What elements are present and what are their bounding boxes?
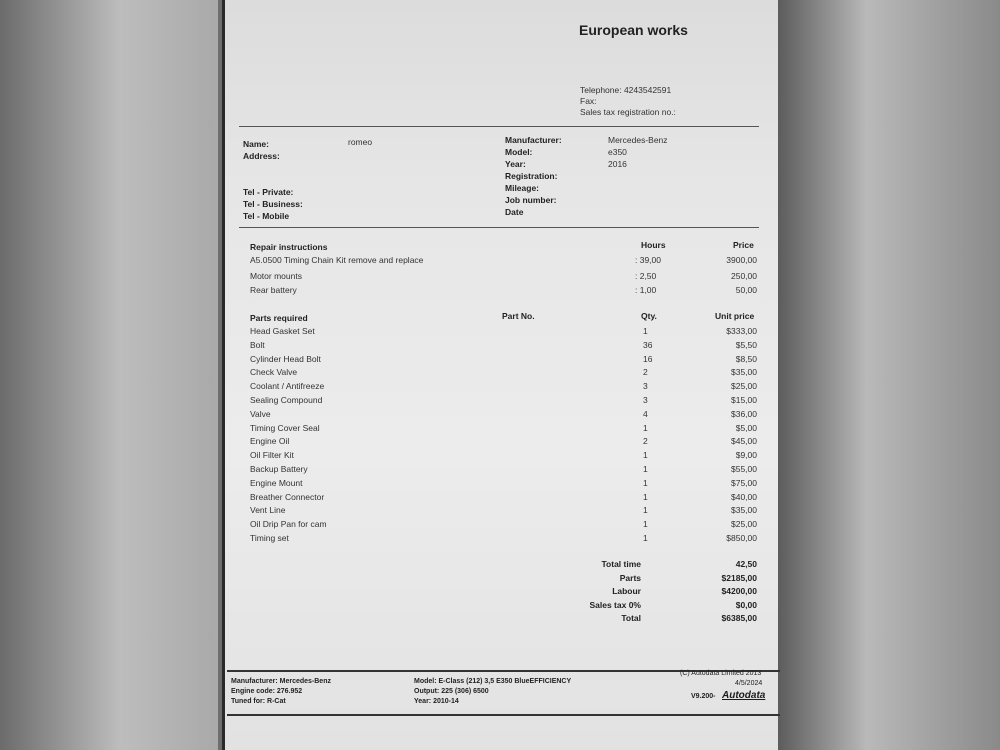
divider bbox=[239, 227, 759, 228]
tel-private-label: Tel - Private: bbox=[243, 187, 294, 197]
model-value: e350 bbox=[608, 147, 627, 157]
repair-item-price: 250,00 bbox=[731, 271, 757, 281]
autodata-logo: Autodata bbox=[722, 690, 766, 701]
model-label: Model: bbox=[505, 147, 533, 157]
repair-item-desc: A5.0500 Timing Chain Kit remove and replace bbox=[250, 255, 424, 265]
footer-manufacturer: Manufacturer: Mercedes-Benz bbox=[231, 678, 331, 685]
part-item-unit-price: $55,00 bbox=[731, 464, 757, 474]
part-item-unit-price: $25,00 bbox=[731, 381, 757, 392]
repair-item-price: 50,00 bbox=[735, 285, 757, 295]
address-label: Address: bbox=[243, 151, 280, 161]
name-value: romeo bbox=[348, 137, 373, 147]
parts-required-title: Parts required bbox=[250, 313, 308, 323]
date-label: Date bbox=[505, 207, 524, 217]
telephone: Telephone: 4243542591 bbox=[580, 85, 672, 95]
part-item-qty: 1 bbox=[643, 477, 648, 488]
invoice-document bbox=[222, 0, 778, 750]
repair-instructions-title: Repair instructions bbox=[250, 242, 328, 252]
total-value: 42,50 bbox=[735, 559, 757, 569]
part-item-unit-price: $850,00 bbox=[726, 533, 757, 543]
part-item-unit-price: $9,00 bbox=[735, 450, 757, 461]
footer-engine-code: Engine code: 276.952 bbox=[231, 688, 303, 695]
part-item-name: Timing Cover Seal bbox=[250, 422, 320, 433]
part-item-unit-price: $40,00 bbox=[731, 491, 757, 502]
total-label: Sales tax 0% bbox=[589, 599, 641, 610]
footer-year: Year: 2010-14 bbox=[414, 698, 459, 705]
part-item-unit-price: $8,50 bbox=[735, 353, 757, 364]
background-right bbox=[778, 0, 1000, 750]
name-label: Name: bbox=[243, 139, 269, 149]
part-item-name: Oil Filter Kit bbox=[250, 450, 294, 461]
price-header: Price bbox=[733, 240, 754, 250]
part-item-name: Oil Drip Pan for cam bbox=[250, 519, 327, 530]
part-item-unit-price: $35,00 bbox=[731, 505, 757, 516]
part-item-qty: 1 bbox=[643, 519, 648, 530]
part-item-name: Engine Oil bbox=[250, 436, 290, 447]
job-number-label: Job number: bbox=[505, 195, 557, 205]
year-value: 2016 bbox=[608, 159, 627, 169]
part-item-qty: 4 bbox=[643, 408, 648, 419]
total-value: $0,00 bbox=[735, 599, 757, 610]
total-label: Total time bbox=[601, 559, 641, 569]
divider bbox=[239, 126, 759, 127]
sales-tax-registration: Sales tax registration no.: bbox=[580, 107, 676, 117]
part-item-name: Breather Connector bbox=[250, 491, 325, 502]
year-label: Year: bbox=[505, 159, 526, 169]
part-item-name: Cylinder Head Bolt bbox=[250, 353, 321, 364]
total-label: Total bbox=[621, 613, 641, 624]
part-item-qty: 1 bbox=[643, 533, 648, 543]
total-label: Parts bbox=[619, 572, 641, 583]
footer-version: V9.200- bbox=[691, 693, 716, 700]
part-item-qty: 1 bbox=[643, 422, 648, 433]
manufacturer-label: Manufacturer: bbox=[505, 135, 562, 145]
part-item-qty: 36 bbox=[643, 339, 653, 350]
part-item-name: Backup Battery bbox=[250, 464, 308, 474]
part-item-name: Valve bbox=[250, 408, 271, 419]
footer-model: Model: E-Class (212) 3,5 E350 BlueEFFICIENCY bbox=[414, 678, 572, 685]
footer-output: Output: 225 (306) 6500 bbox=[414, 688, 489, 695]
part-item-qty: 1 bbox=[643, 464, 648, 474]
part-item-qty: 3 bbox=[643, 395, 648, 405]
total-value: $6385,00 bbox=[721, 613, 757, 624]
repair-item-hours: : 39,00 bbox=[635, 255, 661, 265]
total-label: Labour bbox=[612, 586, 641, 597]
footer-copyright: (C) Autodata Limited 2013 bbox=[680, 670, 762, 677]
repair-item-hours: : 1,00 bbox=[635, 285, 657, 295]
part-item-unit-price: $333,00 bbox=[726, 326, 757, 336]
company-name: European works bbox=[579, 22, 688, 38]
registration-label: Registration: bbox=[505, 171, 558, 181]
part-item-name: Bolt bbox=[250, 339, 265, 350]
unit-price-header: Unit price bbox=[715, 311, 755, 321]
part-item-unit-price: $45,00 bbox=[731, 436, 757, 447]
repair-item-hours: : 2,50 bbox=[635, 271, 657, 281]
footer-date: 4/5/2024 bbox=[735, 680, 763, 687]
part-item-name: Check Valve bbox=[250, 367, 298, 378]
background-left bbox=[0, 0, 218, 750]
part-item-name: Head Gasket Set bbox=[250, 326, 315, 336]
total-value: $2185,00 bbox=[721, 572, 757, 583]
part-item-unit-price: $25,00 bbox=[731, 519, 757, 530]
tel-mobile-label: Tel - Mobile bbox=[243, 211, 290, 221]
part-item-qty: 1 bbox=[643, 505, 648, 516]
qty-header: Qty. bbox=[641, 311, 657, 321]
part-item-name: Timing set bbox=[250, 533, 289, 543]
tel-business-label: Tel - Business: bbox=[243, 199, 303, 209]
total-value: $4200,00 bbox=[721, 586, 757, 597]
repair-item-desc: Motor mounts bbox=[250, 271, 302, 281]
part-item-name: Coolant / Antifreeze bbox=[250, 381, 325, 392]
part-item-qty: 2 bbox=[643, 436, 648, 447]
part-item-unit-price: $75,00 bbox=[731, 477, 757, 488]
part-item-qty: 1 bbox=[643, 450, 648, 461]
manufacturer-value: Mercedes-Benz bbox=[608, 135, 668, 145]
part-item-unit-price: $36,00 bbox=[731, 408, 757, 419]
part-item-qty: 1 bbox=[643, 326, 648, 336]
part-item-unit-price: $5,00 bbox=[735, 422, 757, 433]
part-item-qty: 2 bbox=[643, 367, 648, 378]
part-item-qty: 1 bbox=[643, 491, 648, 502]
part-item-name: Engine Mount bbox=[250, 477, 303, 488]
part-item-unit-price: $15,00 bbox=[731, 395, 757, 405]
repair-item-price: 3900,00 bbox=[726, 255, 757, 265]
part-item-qty: 16 bbox=[643, 353, 653, 364]
part-no-header: Part No. bbox=[502, 311, 535, 321]
part-item-qty: 3 bbox=[643, 381, 648, 392]
part-item-unit-price: $5,50 bbox=[735, 339, 757, 350]
repair-item-desc: Rear battery bbox=[250, 285, 297, 295]
part-item-name: Vent Line bbox=[250, 505, 286, 516]
mileage-label: Mileage: bbox=[505, 183, 540, 193]
part-item-unit-price: $35,00 bbox=[731, 367, 757, 378]
hours-header: Hours bbox=[641, 240, 666, 250]
part-item-name: Sealing Compound bbox=[250, 395, 323, 405]
footer-tuned-for: Tuned for: R-Cat bbox=[231, 698, 286, 705]
fax: Fax: bbox=[580, 96, 597, 106]
